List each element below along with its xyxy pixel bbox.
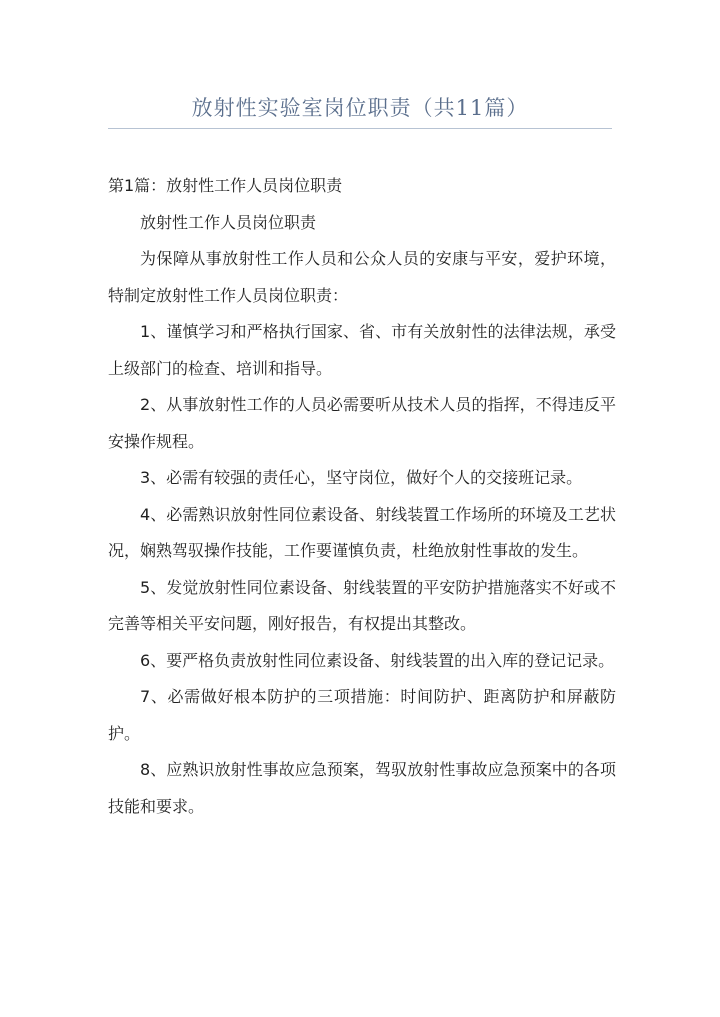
section-subtitle: 放射性工作人员岗位职责 [140, 212, 317, 232]
duty-item: 7、必需做好根本防护的三项措施：时间防护、距离防护和屏蔽防护。 [108, 687, 616, 743]
document-body [108, 168, 616, 825]
duty-item: 1、谨慎学习和严格执行国家、省、市有关放射性的法律法规，承受上级部门的检查、培训和指导。 [108, 322, 616, 378]
duty-item: 3、必需有较强的责任心，坚守岗位，做好个人的交接班记录。 [140, 468, 583, 487]
title-divider [108, 128, 612, 129]
intro-paragraph: 为保障从事放射性工作人员和公众人员的安康与平安，爱护环境，特制定放射性工作人员岗位职责： [108, 249, 616, 305]
section-heading: 第1篇：放射性工作人员岗位职责 [108, 176, 343, 195]
duty-item: 6、要严格负责放射性同位素设备、射线装置的出入库的登记记录。 [140, 650, 615, 670]
document-title: 放射性实验室岗位职责（共11篇） [191, 96, 529, 120]
duty-item: 5、发觉放射性同位素设备、射线装置的平安防护措施落实不好或不完善等相关平安问题，刚好报告，有权提出其整改。 [108, 577, 616, 633]
duty-item: 2、从事放射性工作的人员必需要听从技术人员的指挥，不得违反平安操作规程。 [108, 395, 616, 451]
duty-item: 4、必需熟识放射性同位素设备、射线装置工作场所的环境及工艺状况，娴熟驾驭操作技能，工作要谨慎负责，杜绝放射性事故的发生。 [108, 504, 616, 560]
duty-item: 8、应熟识放射性事故应急预案，驾驭放射性事故应急预案中的各项技能和要求。 [108, 760, 616, 816]
